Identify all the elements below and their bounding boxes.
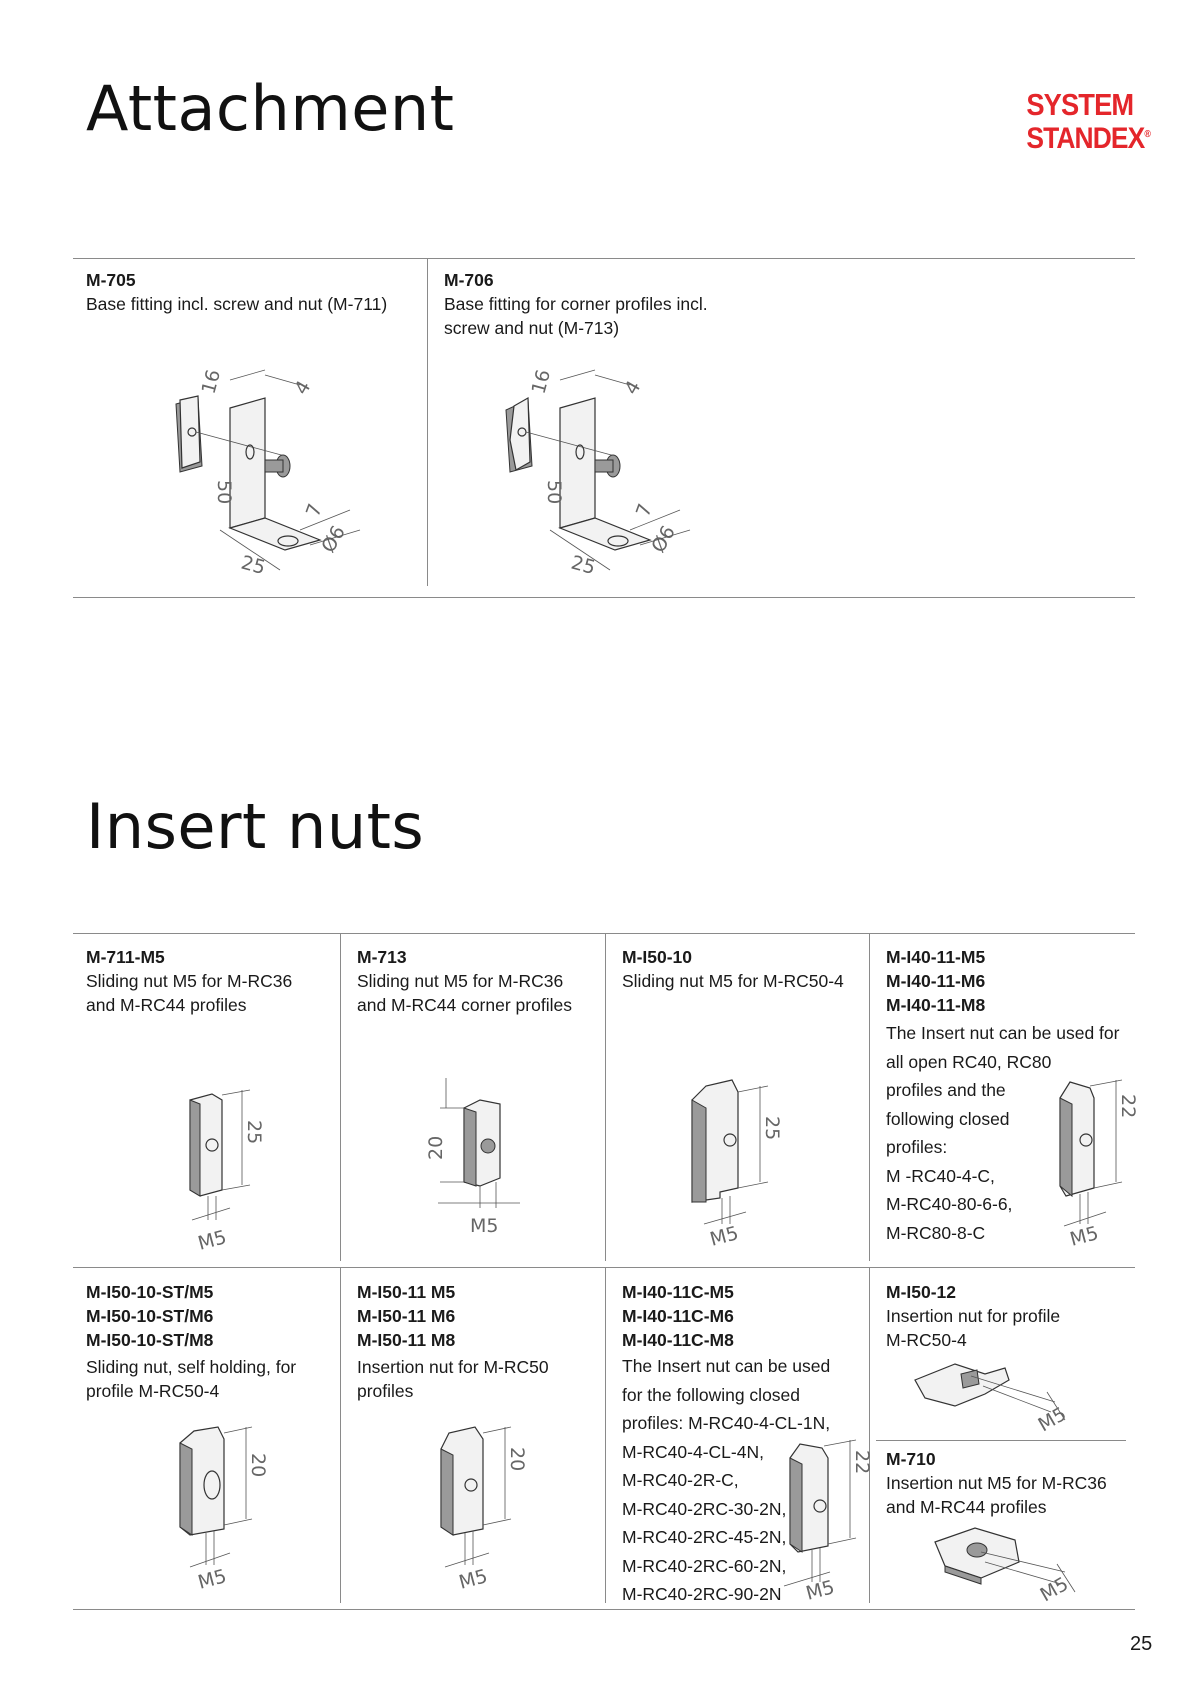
svg-text:22: 22	[851, 1450, 873, 1475]
section-title-insert-nuts: Insert nuts	[86, 790, 425, 863]
svg-text:M5: M5	[470, 1215, 499, 1237]
svg-text:M5: M5	[707, 1222, 741, 1251]
divider	[73, 1267, 1135, 1268]
svg-text:50: 50	[543, 480, 565, 505]
svg-text:4: 4	[620, 377, 646, 399]
svg-text:M5: M5	[1036, 1573, 1073, 1607]
column-divider	[427, 258, 428, 586]
product-m-i40-11c: M-I40-11C-M5 M-I40-11C-M6 M-I40-11C-M8 The Insert nut can be used for the following closed profiles: M-RC40-4-CL-1N, M-RC40-4-CL-4N, M-RC40-2R-C, M-RC40-2RC-30-2N, M-RC40-2RC-45-2N, M-RC40-2RC-60-2N, M-RC40-2RC-90-2N	[622, 1282, 831, 1604]
system-standex-logo: SYSTEM STANDEX®	[1026, 87, 1150, 155]
page-number: 25	[1130, 1633, 1153, 1655]
svg-text:50: 50	[213, 480, 235, 505]
page-title: Attachment	[86, 72, 455, 145]
sliding-nut-m-i50-10-drawing	[680, 1078, 800, 1251]
svg-text:M5: M5	[195, 1565, 229, 1594]
svg-text:20: 20	[425, 1135, 447, 1160]
sliding-nut-m-i50-10-st-drawing	[170, 1425, 280, 1595]
divider	[73, 258, 1135, 259]
svg-text:25: 25	[238, 551, 268, 580]
column-divider	[340, 933, 341, 1261]
product-m-i50-10: M-I50-10 Sliding nut M5 for M-RC50-4	[622, 947, 844, 991]
svg-text:M5: M5	[1034, 1403, 1071, 1437]
divider	[73, 933, 1135, 934]
svg-text:16: 16	[527, 367, 556, 397]
product-m-i50-10-st: M-I50-10-ST/M5 M-I50-10-ST/M6 M-I50-10-ST/M8 Sliding nut, self holding, for profile M-RC50-4	[86, 1282, 297, 1401]
svg-text:7: 7	[302, 500, 327, 520]
corner-base-fitting-drawing	[500, 367, 700, 580]
insertion-nut-m-710-drawing	[915, 1522, 1095, 1607]
svg-text:16: 16	[197, 367, 226, 397]
insertion-nut-m-i50-12-drawing	[905, 1350, 1085, 1435]
insertion-nut-m-i50-11-drawing	[435, 1425, 545, 1595]
product-m-706: M-706 Base fitting for corner profiles incl. screw and nut (M-713)	[444, 270, 708, 338]
svg-text:25: 25	[761, 1116, 783, 1141]
svg-text:Ø6: Ø6	[317, 522, 350, 557]
svg-text:22: 22	[1117, 1094, 1139, 1119]
svg-text:20: 20	[247, 1453, 269, 1478]
sliding-nut-m-713-drawing	[420, 1078, 560, 1238]
svg-text:Ø6: Ø6	[647, 522, 680, 557]
product-m-711-m5: M-711-M5 Sliding nut M5 for M-RC36 and M-RC44 profiles	[86, 947, 293, 1015]
product-m-705: M-705 Base fitting incl. screw and nut (M-711)	[86, 270, 388, 314]
product-m-i50-12: M-I50-12 Insertion nut for profile M-RC50-4	[886, 1282, 1061, 1350]
product-m-i50-11: M-I50-11 M5 M-I50-11 M6 M-I50-11 M8 Insertion nut for M-RC50 profiles	[357, 1282, 549, 1401]
base-fitting-drawing	[170, 367, 370, 580]
svg-text:7: 7	[632, 500, 657, 520]
product-m-i40-11: M-I40-11-M5 M-I40-11-M6 M-I40-11-M8 The Insert nut can be used for all open RC40, RC80 profiles and the following closed profiles: M -RC40-4-C, M-RC40-80-6-6, M-RC80-8-C	[886, 947, 1120, 1243]
divider	[876, 1440, 1126, 1441]
insert-nut-m-i40-11-drawing	[1050, 1078, 1150, 1251]
svg-text:M5: M5	[456, 1565, 490, 1594]
product-m-713: M-713 Sliding nut M5 for M-RC36 and M-RC44 corner profiles	[357, 947, 572, 1015]
divider	[73, 1609, 1135, 1610]
svg-text:20: 20	[506, 1447, 528, 1472]
product-m-710: M-710 Insertion nut M5 for M-RC36 and M-RC44 profiles	[886, 1449, 1107, 1517]
svg-text:25: 25	[568, 551, 598, 580]
svg-text:4: 4	[290, 377, 316, 399]
insert-nut-m-i40-11c-drawing	[780, 1440, 890, 1605]
divider	[73, 597, 1135, 598]
sliding-nut-m-711-drawing	[180, 1090, 290, 1255]
svg-text:M5: M5	[195, 1226, 229, 1255]
svg-text:M5: M5	[1067, 1222, 1101, 1251]
column-divider	[340, 1267, 341, 1603]
svg-text:M5: M5	[803, 1576, 837, 1605]
svg-text:25: 25	[243, 1120, 265, 1145]
